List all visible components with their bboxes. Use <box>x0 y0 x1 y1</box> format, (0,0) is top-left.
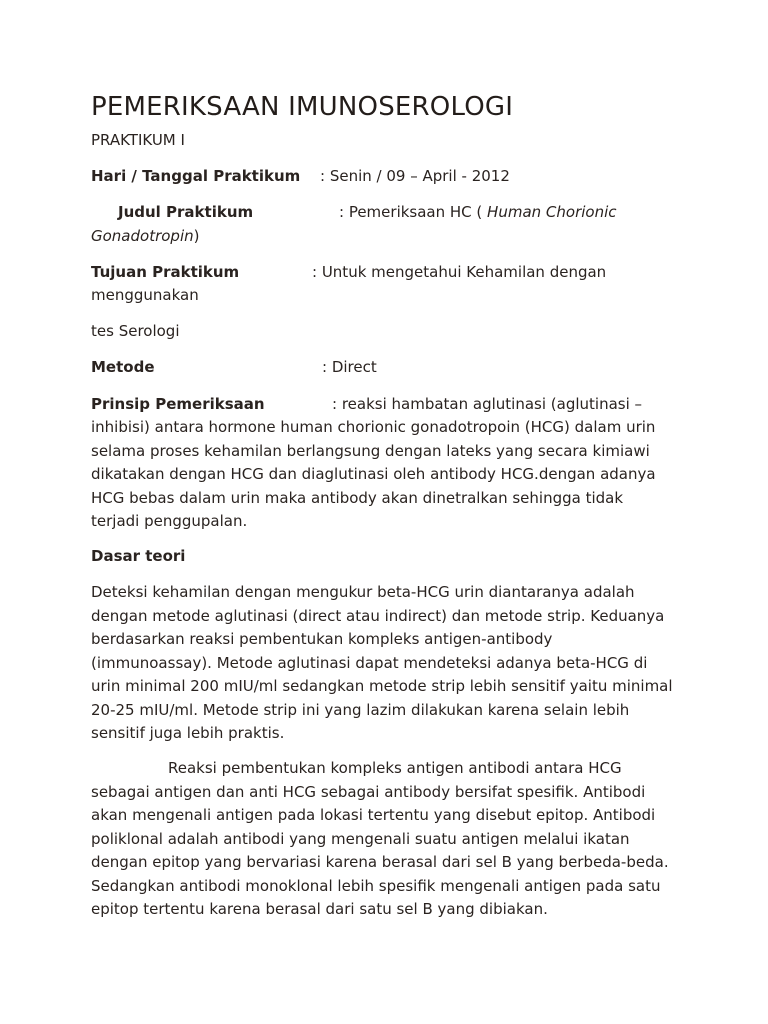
field-tujuan-label: Tujuan Praktikum <box>91 263 240 281</box>
dasar-teori-paragraph-1 <box>91 581 683 746</box>
field-date-label: Hari / Tanggal Praktikum <box>91 167 301 185</box>
section-heading: Dasar teori <box>91 547 186 565</box>
field-date-value: : Senin / 09 – April - 2012 <box>320 167 510 185</box>
field-tujuan-value: : Untuk mengetahui Kehamilan dengan <box>312 263 607 281</box>
field-prinsip-label: Prinsip Pemeriksaan <box>91 395 265 413</box>
document-subtitle: PRAKTIKUM I <box>91 131 185 149</box>
paragraph-line: poliklonal adalah antibodi yang mengenali suatu antigen melalui ikatan <box>91 829 630 848</box>
field-judul-line2-suffix: ) <box>193 227 200 245</box>
document-title: PEMERIKSAAN IMUNOSEROLOGI <box>91 92 514 122</box>
field-judul-label: Judul Praktikum <box>118 203 254 221</box>
paragraph-line: Sedangkan antibodi monoklonal lebih spesifik mengenali antigen pada satu <box>91 876 661 895</box>
paragraph-line: dengan metode aglutinasi (direct atau indirect) dan metode strip. Keduanya <box>91 606 665 625</box>
field-judul-line2-italic: Gonadotropin <box>91 227 194 245</box>
paragraph-line: dengan epitop yang bervariasi karena berasal dari sel B yang berbeda-beda. <box>91 853 669 871</box>
paragraph-line: akan mengenali antigen pada lokasi tertentu yang disebut epitop. Antibodi <box>91 806 656 824</box>
paragraph-line: 20-25 mIU/ml. Metode strip ini yang lazim dilakukan karena selain lebih <box>91 700 630 719</box>
dasar-teori-paragraph-2 <box>91 757 683 922</box>
field-metode-label: Metode <box>91 358 155 376</box>
prinsip-line: selama proses kehamilan berlangsung dengan lateks yang secara kimiawi <box>91 441 650 460</box>
paragraph-line: urin minimal 200 mIU/ml sedangkan metode strip lebih sensitif yaitu minimal <box>91 677 673 695</box>
field-judul-value-line2 <box>91 225 199 249</box>
field-judul-value <box>339 201 617 225</box>
field-judul-value-prefix: : Pemeriksaan HC ( <box>339 203 488 221</box>
field-prinsip-body <box>91 416 683 534</box>
paragraph-line: (immunoassay). Metode aglutinasi dapat mendeteksi adanya beta-HCG di <box>91 653 648 672</box>
paragraph-line: epitop tertentu karena berasal dari satu sel B yang dibiakan. <box>91 900 548 918</box>
field-prinsip-value: : reaksi hambatan aglutinasi (aglutinasi – <box>332 395 643 413</box>
paragraph-line: Deteksi kehamilan dengan mengukur beta-HCG urin diantaranya adalah <box>91 583 635 601</box>
field-metode-value: : Direct <box>322 358 377 376</box>
paragraph-line: berdasarkan reaksi pembentukan kompleks antigen-antibody <box>91 630 553 648</box>
paragraph-line: sensitif juga lebih praktis. <box>91 724 285 742</box>
prinsip-line: HCG bebas dalam urin maka antibody akan dinetralkan sehingga tidak <box>91 488 624 507</box>
field-tujuan-value-line2: menggunakan <box>91 286 199 304</box>
prinsip-line: dikatakan dengan HCG dan diaglutinasi oleh antibody HCG.dengan adanya <box>91 465 656 483</box>
field-tujuan-value-line3: tes Serologi <box>91 322 180 340</box>
paragraph-line: sebagai antigen dan anti HCG sebagai antibody bersifat spesifik. Antibodi <box>91 782 646 801</box>
paragraph-line: Reaksi pembentukan kompleks antigen antibodi antara HCG <box>168 759 622 777</box>
field-judul-value-italic: Human Chorionic <box>487 203 617 221</box>
prinsip-line: inhibisi) antara hormone human chorionic gonadotropoin (HCG) dalam urin <box>91 418 656 436</box>
prinsip-line: terjadi penggupalan. <box>91 512 248 530</box>
